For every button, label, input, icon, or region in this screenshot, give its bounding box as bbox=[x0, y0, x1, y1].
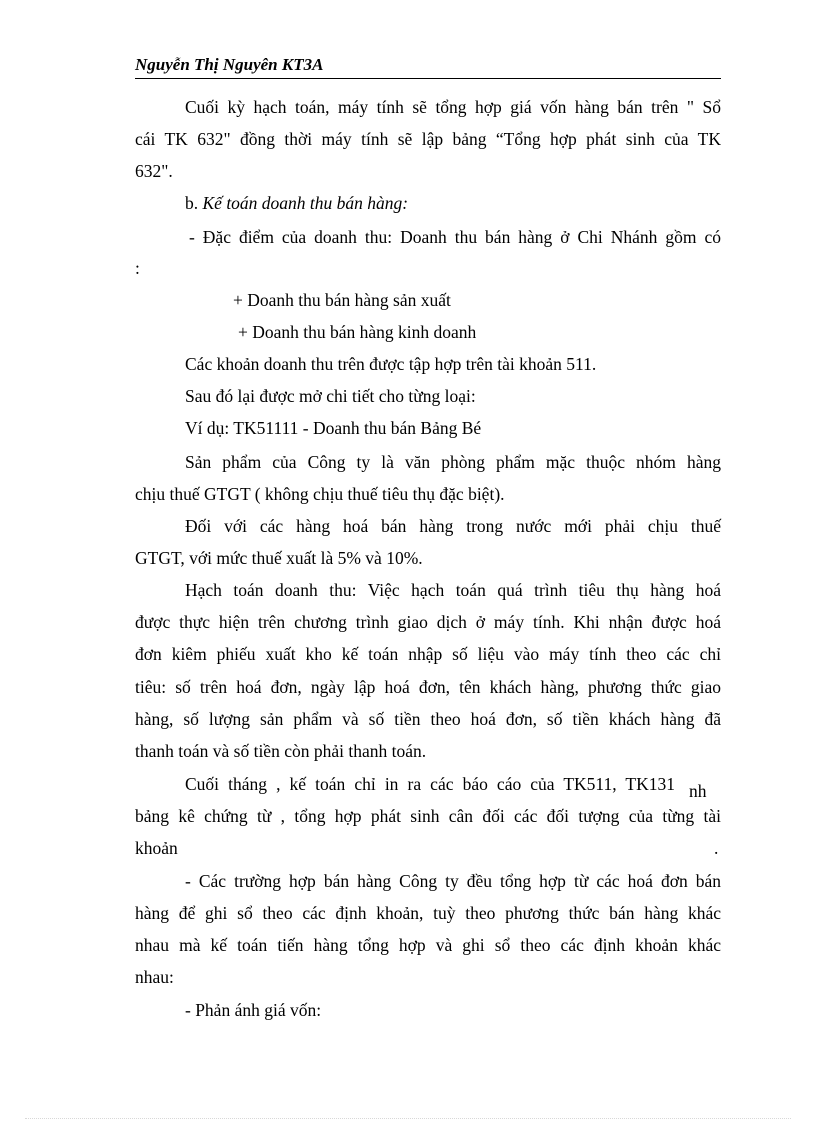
paragraph-line: Đối với các hàng hoá bán hàng trong nước mới phải chịu thuế bbox=[185, 516, 721, 536]
page-bottom-divider bbox=[25, 1118, 791, 1119]
paragraph-line: - Các trường hợp bán hàng Công ty đều tổng hợp từ các hoá đơn bán bbox=[185, 871, 721, 891]
paragraph-line: đơn kiêm phiếu xuất kho kế toán nhập số liệu vào máy tính theo các chỉ bbox=[135, 644, 721, 664]
paragraph-line: - Phản ánh giá vốn: bbox=[185, 1000, 322, 1020]
page-header-title: Nguyễn Thị Nguyên KT3A bbox=[135, 54, 721, 79]
paragraph-line: nhau mà kế toán tiến hàng tổng hợp và ghi sổ theo các định khoản khác bbox=[135, 935, 721, 955]
paragraph-line: tiêu: số trên hoá đơn, ngày lập hoá đơn, tên khách hàng, phương thức giao bbox=[135, 677, 721, 697]
section-heading-number: b. bbox=[185, 193, 203, 213]
paragraph-line: 632". bbox=[135, 161, 173, 181]
paragraph-line-tail: nh bbox=[689, 781, 707, 801]
section-heading-title: Kế toán doanh thu bán hàng: bbox=[202, 193, 409, 213]
trailing-period: . bbox=[714, 838, 719, 858]
paragraph-line: được thực hiện trên chương trình giao dịch ở máy tính. Khi nhận được hoá bbox=[135, 612, 721, 632]
paragraph-line: - Đặc điểm của doanh thu: Doanh thu bán hàng ở Chi Nhánh gồm có bbox=[189, 227, 721, 247]
list-item: + Doanh thu bán hàng sản xuất bbox=[233, 290, 451, 310]
paragraph-line: chịu thuế GTGT ( không chịu thuế tiêu thụ đặc biệt). bbox=[135, 484, 505, 504]
paragraph-line: thanh toán và số tiền còn phải thanh toán. bbox=[135, 741, 427, 761]
paragraph-line: Cuối tháng , kế toán chỉ in ra các báo cáo của TK511, TK131 bbox=[185, 774, 675, 794]
paragraph-line: cái TK 632" đồng thời máy tính sẽ lập bảng “Tổng hợp phát sinh của TK bbox=[135, 129, 721, 149]
paragraph-line: bảng kê chứng từ , tổng hợp phát sinh cân đối các đối tượng của từng tài bbox=[135, 806, 721, 826]
paragraph-line: hàng, số lượng sản phẩm và số tiền theo hoá đơn, số tiền khách hàng đã bbox=[135, 709, 721, 729]
paragraph-line: : bbox=[135, 258, 140, 278]
paragraph-line: Ví dụ: TK51111 - Doanh thu bán Bảng Bé bbox=[185, 418, 482, 438]
section-heading bbox=[185, 192, 721, 214]
paragraph-line: Cuối kỳ hạch toán, máy tính sẽ tổng hợp giá vốn hàng bán trên " Sổ bbox=[185, 97, 721, 117]
paragraph-line: GTGT, với mức thuế xuất là 5% và 10%. bbox=[135, 548, 423, 568]
paragraph-line: Sản phẩm của Công ty là văn phòng phẩm mặc thuộc nhóm hàng bbox=[185, 452, 721, 472]
paragraph-line: nhau: bbox=[135, 967, 174, 987]
paragraph-line: Sau đó lại được mở chi tiết cho từng loại: bbox=[185, 386, 476, 406]
paragraph-line: Hạch toán doanh thu: Việc hạch toán quá trình tiêu thụ hàng hoá bbox=[185, 580, 721, 600]
paragraph-line: hàng để ghi sổ theo các định khoản, tuỳ theo phương thức bán hàng khác bbox=[135, 903, 721, 923]
list-item: + Doanh thu bán hàng kinh doanh bbox=[238, 322, 477, 342]
paragraph-line: Các khoản doanh thu trên được tập hợp trên tài khoản 511. bbox=[185, 354, 597, 374]
paragraph-line: khoản bbox=[135, 838, 178, 858]
